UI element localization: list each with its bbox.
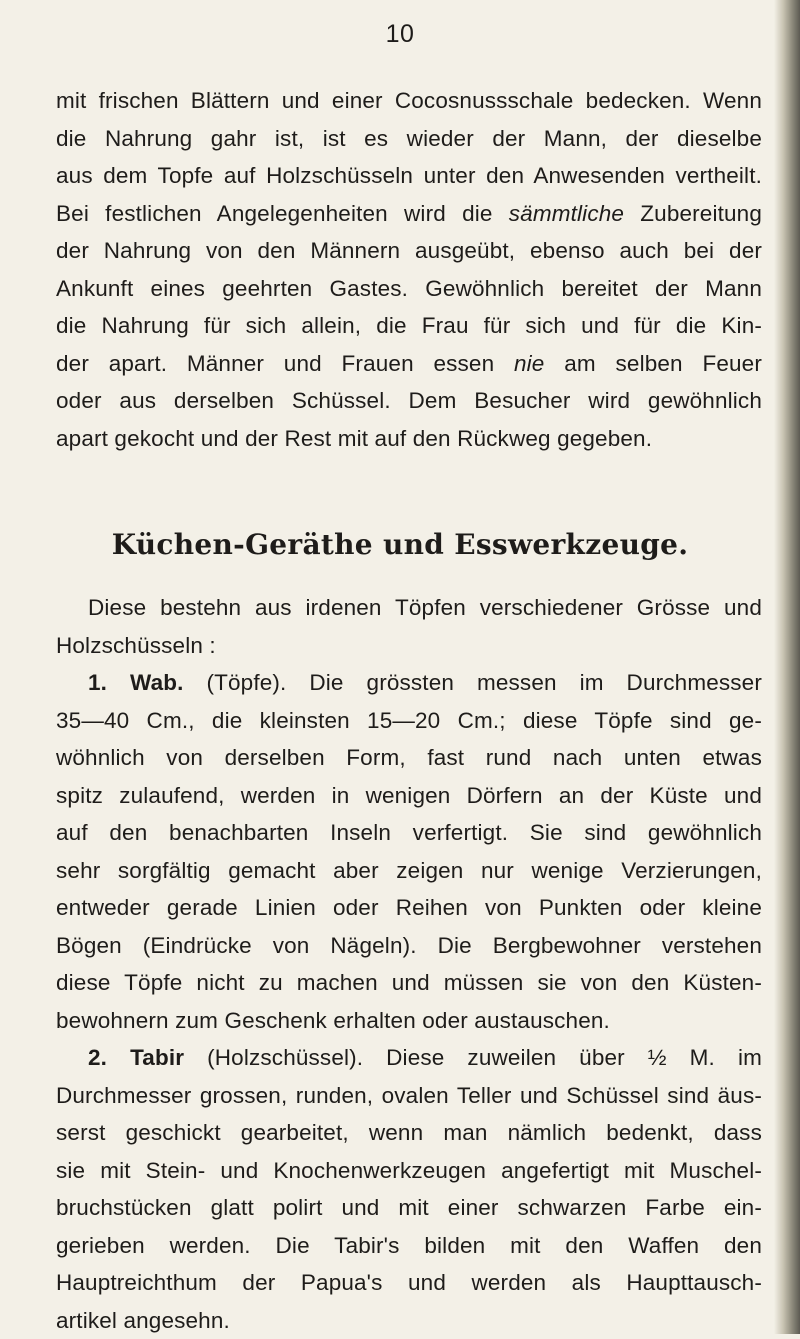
italic-word: nie: [514, 351, 544, 376]
text-line: spitz zulaufend, werden in wenigen Dörfern an der Küste und: [56, 777, 762, 815]
item-2-first-line: [56, 1039, 762, 1077]
text-line: die Nahrung für sich allein, die Frau für sich und für die Kin-: [56, 307, 762, 345]
text-line: [56, 345, 762, 383]
text-line: auf den benachbarten Inseln verfertigt. Sie sind gewöhnlich: [56, 814, 762, 852]
text-line: apart gekocht und der Rest mit auf den Rückweg gegeben.: [56, 420, 762, 458]
text-line: entweder gerade Linien oder Reihen von Punkten oder kleine: [56, 889, 762, 927]
text-run: am selben Feuer: [544, 351, 762, 376]
text-line: Durchmesser grossen, runden, ovalen Teller und Schüssel sind äus-: [56, 1077, 762, 1115]
text-run: der apart. Männer und Frauen essen: [56, 351, 514, 376]
page-number: 10: [0, 20, 800, 49]
text-run: Zubereitung: [624, 201, 762, 226]
text-line: Diese bestehn aus irdenen Töpfen verschiedener Grösse und: [56, 589, 762, 627]
text-line: diese Töpfe nicht zu machen und müssen sie von den Küsten-: [56, 964, 762, 1002]
item-number: 2.: [88, 1045, 107, 1070]
text-line: bruchstücken glatt polirt und mit einer schwarzen Farbe ein-: [56, 1189, 762, 1227]
text-line: mit frischen Blättern und einer Cocosnussschale bedecken. Wenn: [56, 82, 762, 120]
paragraph-2: [56, 589, 762, 1339]
text-line: wöhnlich von derselben Form, fast rund nach unten etwas: [56, 739, 762, 777]
paragraph-1: [56, 82, 762, 457]
item-1-first-line: [56, 664, 762, 702]
page-edge-shadow: [774, 0, 800, 1334]
text-line: 35—40 Cm., die kleinsten 15—20 Cm.; diese Töpfe sind ge-: [56, 702, 762, 740]
text-run: (Töpfe). Die grössten messen im Durchmesser: [184, 670, 762, 695]
text-line: gerieben werden. Die Tabir's bilden mit den Waffen den: [56, 1227, 762, 1265]
text-line: oder aus derselben Schüssel. Dem Besucher wird gewöhnlich: [56, 382, 762, 420]
text-line: die Nahrung gahr ist, ist es wieder der Mann, der dieselbe: [56, 120, 762, 158]
text-line: bewohnern zum Geschenk erhalten oder austauschen.: [56, 1002, 762, 1040]
text-line: [56, 195, 762, 233]
text-line: sie mit Stein- und Knochenwerkzeugen angefertigt mit Muschel-: [56, 1152, 762, 1190]
text-line: der Nahrung von den Männern ausgeübt, ebenso auch bei der: [56, 232, 762, 270]
item-term: Wab.: [130, 670, 184, 695]
text-run: (Holzschüssel). Diese zuweilen über ½ M. im: [184, 1045, 762, 1070]
item-number: 1.: [88, 670, 107, 695]
text-line: Holzschüsseln :: [56, 627, 762, 665]
section-heading: Küchen-Geräthe und Esswerkzeuge.: [0, 528, 800, 561]
text-line: aus dem Topfe auf Holzschüsseln unter den Anwesenden vertheilt.: [56, 157, 762, 195]
text-line: Hauptreichthum der Papua's und werden als Haupttausch-: [56, 1264, 762, 1302]
text-line: artikel angesehn.: [56, 1302, 762, 1339]
text-line: Bögen (Eindrücke von Nägeln). Die Bergbewohner verstehen: [56, 927, 762, 965]
text-line: serst geschickt gearbeitet, wenn man nämlich bedenkt, dass: [56, 1114, 762, 1152]
italic-word: sämmtliche: [509, 201, 624, 226]
item-term: Tabir: [130, 1045, 184, 1070]
text-run: Bei festlichen Angelegenheiten wird die: [56, 201, 509, 226]
text-line: Ankunft eines geehrten Gastes. Gewöhnlich bereitet der Mann: [56, 270, 762, 308]
text-line: sehr sorgfältig gemacht aber zeigen nur wenige Verzierungen,: [56, 852, 762, 890]
